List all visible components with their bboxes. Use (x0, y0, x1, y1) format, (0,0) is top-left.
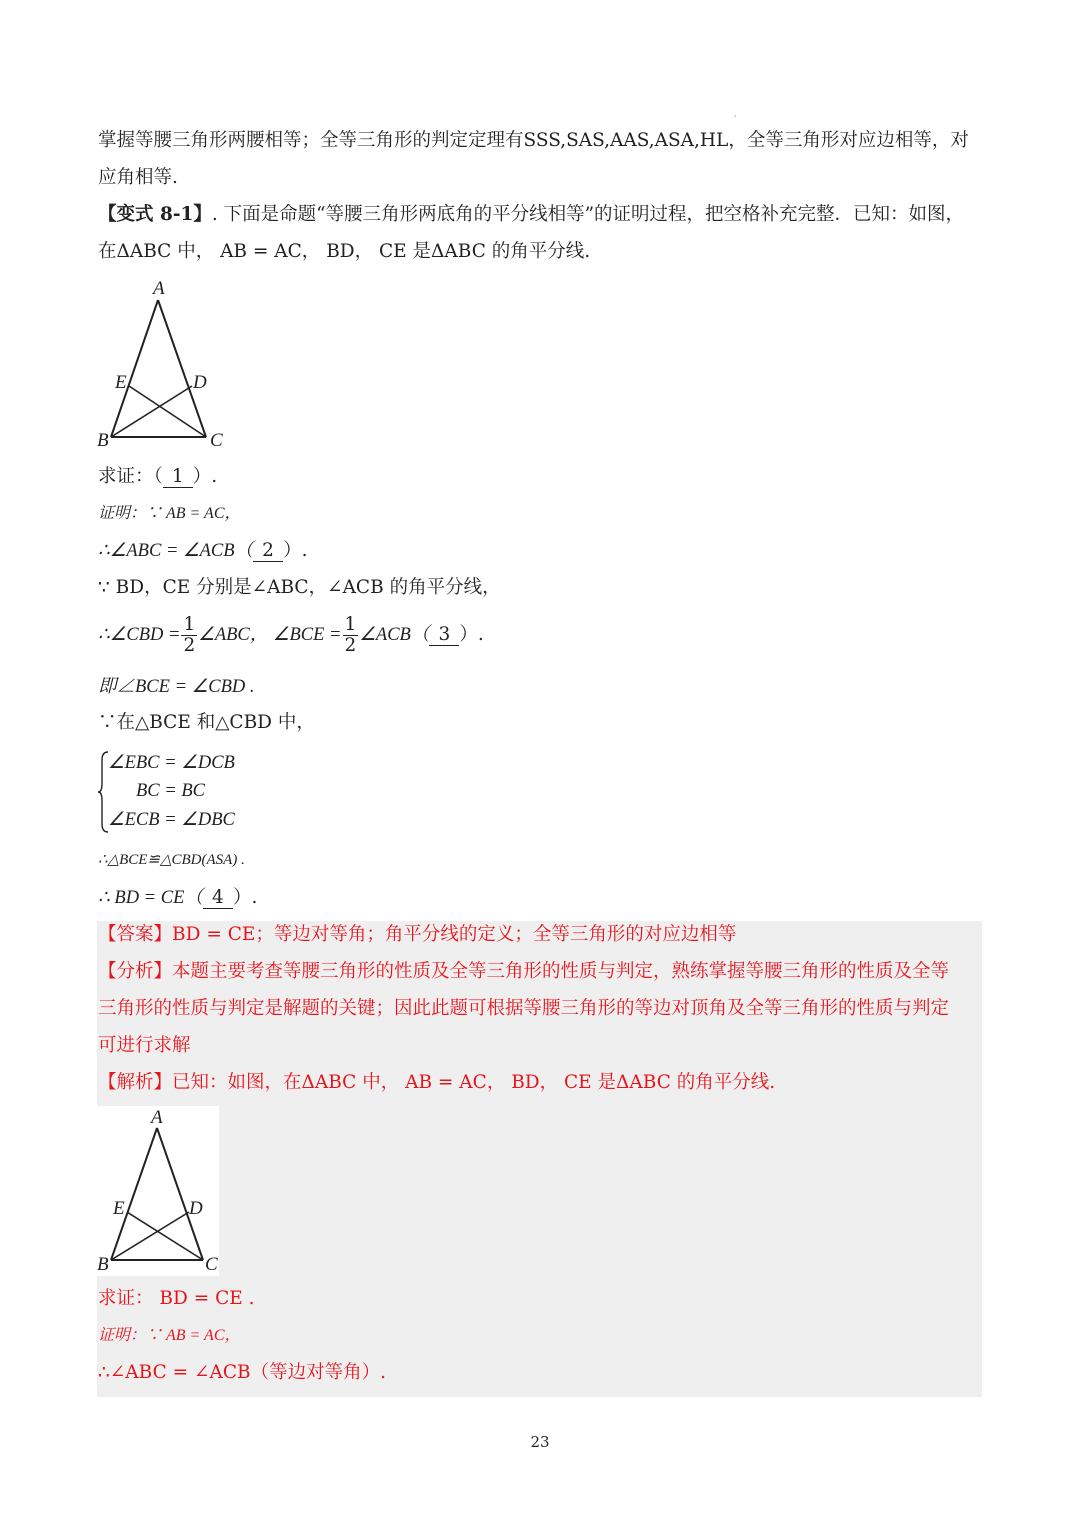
solution-line-2: 求证： BD = CE . (98, 1288, 255, 1309)
proof-l2-prefix: ∴∠ABC = ∠ACB（ (98, 541, 254, 561)
label-D: D (193, 372, 207, 393)
label2-D: D (189, 1198, 203, 1219)
label2-B: B (97, 1254, 109, 1275)
proof-line-2 (98, 537, 982, 565)
answer-tag: 【答案】 (98, 924, 173, 945)
variant-tag: 【变式 8-1】 (98, 204, 212, 225)
variant-line-2: 在ΔABC 中， AB = AC， BD， CE 是ΔABC 的角平分线. (98, 241, 591, 262)
variant-line-1 (98, 201, 982, 229)
analysis-line-2: 三角形的性质与判定是解题的关键；因此此题可根据等腰三角形的等边对顶角及全等三角形的性质与判定 (98, 998, 950, 1019)
prove-line (98, 463, 982, 491)
fraction-half-2 (343, 615, 359, 656)
proof-line-6: ∵在△BCE 和△CBD 中， (98, 712, 315, 733)
proof-l4-a: ∴∠CBD = (98, 625, 181, 645)
label2-A: A (151, 1107, 163, 1128)
label-C: C (210, 430, 223, 451)
frac-den-1: 2 (183, 634, 196, 656)
margin-mark: ' (734, 114, 737, 123)
solution-tag: 【解析】 (98, 1072, 173, 1093)
answer-line (98, 921, 982, 949)
frac-num-1: 1 (183, 613, 196, 635)
proof-line-3: ∵ BD，CE 分别是∠ABC，∠ACB 的角平分线， (98, 577, 501, 598)
answer-text: BD = CE；等边对等角；角平分线的定义；全等三角形的对应边相等 (172, 924, 737, 945)
system-line-3: ∠ECB = ∠DBC (108, 810, 235, 830)
triangle-figure-2 (97, 1106, 219, 1276)
analysis-line-1 (98, 958, 982, 986)
label-E: E (115, 372, 127, 393)
prove-prefix: 求证：（ (98, 466, 163, 487)
proof-l2-suffix: ）. (283, 540, 308, 561)
label-B: B (97, 430, 109, 451)
solution-line-4: ∴∠ABC = ∠ACB（等边对等角）. (98, 1362, 386, 1383)
solution-text-1: 已知：如图，在ΔABC 中， AB = AC， BD， CE 是ΔABC 的角平分线. (172, 1072, 776, 1093)
blank-1: 1 (163, 467, 193, 488)
analysis-line-3: 可进行求解 (98, 1035, 191, 1056)
prove-suffix: ）. (192, 466, 218, 487)
proof-l4-c: ∠ACB（ (359, 625, 430, 645)
proof-line-7: ∴△BCE≌△CBD(ASA) . (98, 852, 245, 868)
analysis-tag: 【分析】 (98, 961, 173, 982)
fraction-half-1 (181, 615, 197, 656)
triangle-figure-1 (95, 276, 235, 454)
proof-line-8 (98, 884, 982, 912)
proof-l8-prefix: ∴ BD = CE（ (98, 888, 203, 908)
label2-E: E (113, 1198, 125, 1219)
proof-l4-b: ∠ABC， ∠BCE = (198, 625, 342, 645)
variant-text-1: . 下面是命题“等腰三角形两底角的平分线相等”的证明过程，把空格补充完整．已知：如图， (211, 204, 965, 225)
blank-4: 4 (203, 888, 233, 909)
intro-line-2: 应角相等. (98, 167, 178, 188)
label2-C: C (205, 1254, 218, 1275)
label-A: A (153, 278, 165, 299)
system-line-1: ∠EBC = ∠DCB (108, 753, 235, 773)
solution-line-1 (98, 1069, 982, 1097)
frac-den-2: 2 (344, 634, 357, 656)
solution-line-3: 证明：∵ AB = AC， (98, 1327, 241, 1344)
system-line-2: BC = BC (136, 781, 206, 801)
blank-2: 2 (253, 541, 283, 562)
proof-l4-d: ）. (459, 624, 484, 645)
proof-l8-suffix: ）. (232, 887, 258, 908)
page-number: 23 (530, 1433, 550, 1451)
frac-num-2: 1 (344, 613, 357, 635)
analysis-text-1: 本题主要考查等腰三角形的性质及全等三角形的性质与判定，熟练掌握等腰三角形的性质及全等 (172, 961, 950, 982)
blank-3: 3 (429, 625, 459, 646)
proof-line-5: 即∠BCE = ∠CBD . (98, 677, 255, 697)
proof-line-1: 证明：∵ AB = AC， (98, 505, 241, 522)
proof-line-4 (98, 612, 982, 658)
intro-line-1: 掌握等腰三角形两腰相等；全等三角形的判定定理有SSS,SAS,AAS,ASA,HL，全等三角形对应边相等，对 (98, 130, 969, 151)
